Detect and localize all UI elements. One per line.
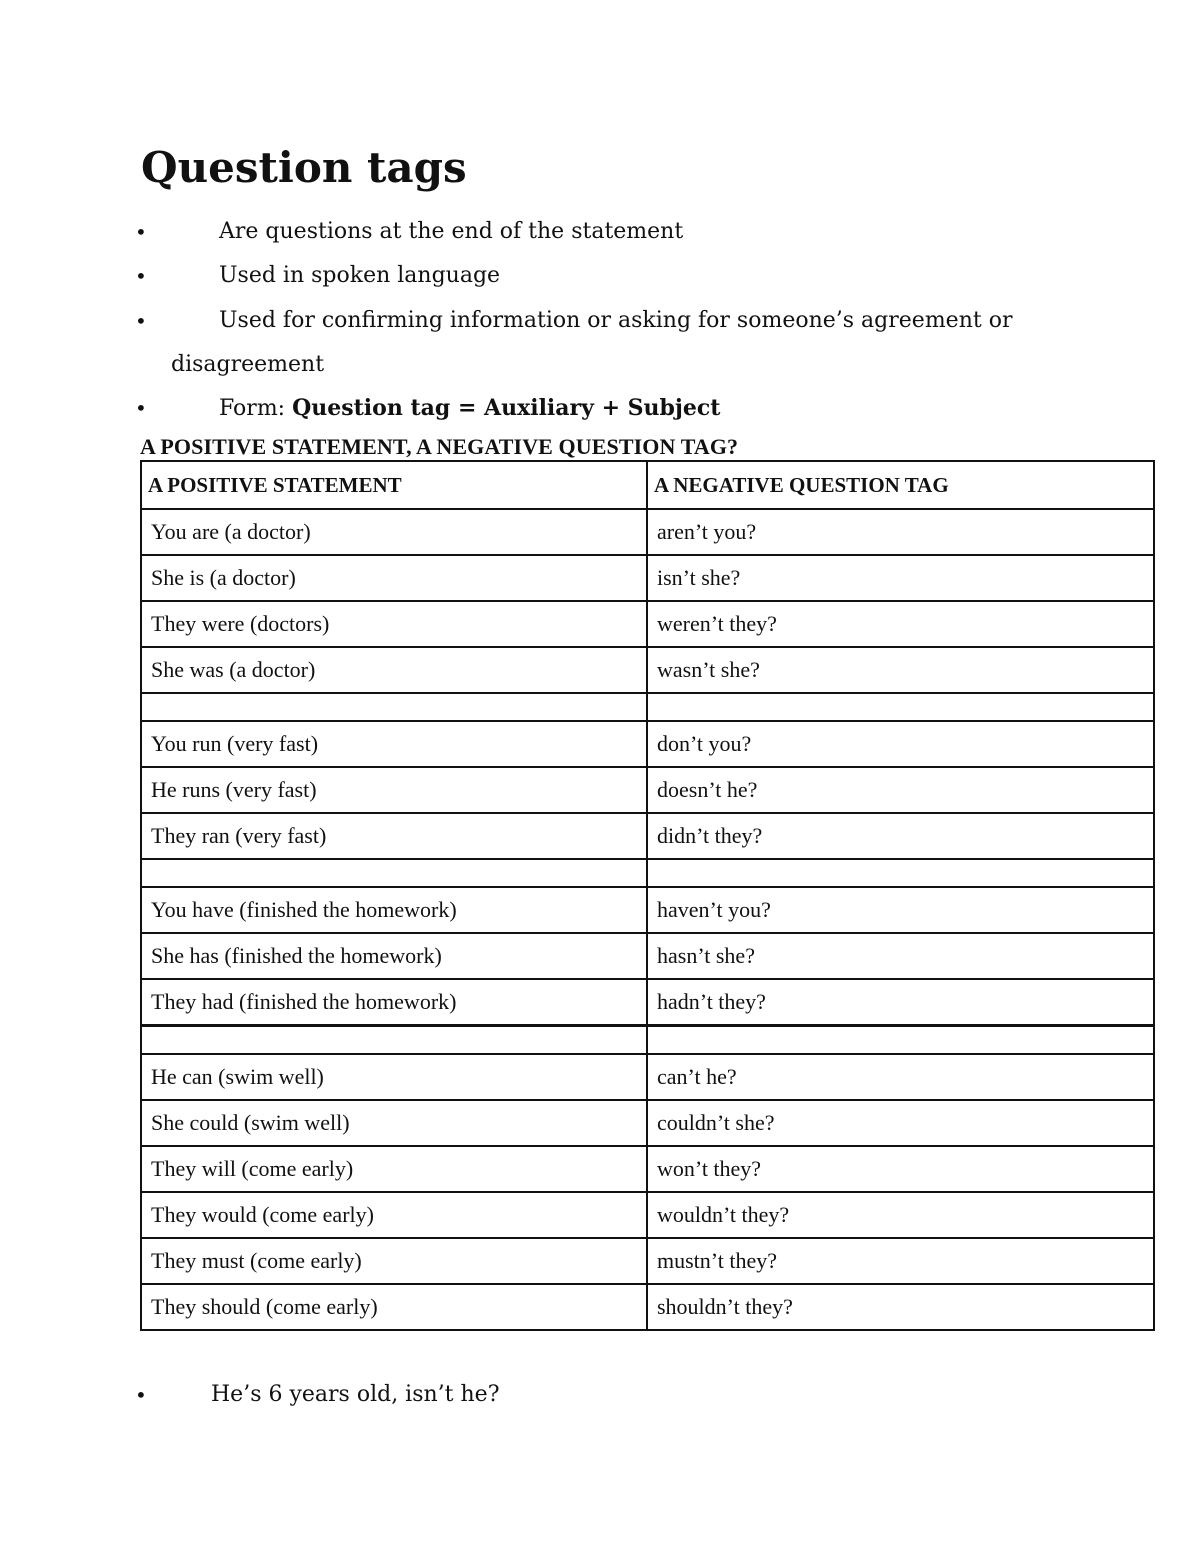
table-row [141,933,1154,979]
statement-cell: He runs (very fast) [141,767,647,813]
tag-cell [647,859,1154,887]
statement-cell: They should (come early) [141,1284,647,1330]
bullet-icon: • [135,1383,147,1407]
table-row [141,813,1154,859]
table-header-row [141,461,1154,509]
tag-cell: haven’t you? [647,887,1154,933]
statement-cell: They were (doctors) [141,601,647,647]
form-formula: Question tag = Auxiliary + Subject [292,395,721,421]
tag-cell: couldn’t she? [647,1100,1154,1146]
tag-cell: doesn’t he? [647,767,1154,813]
example-text: He’s 6 years old, isn’t he? [211,1382,500,1407]
table-row [141,1192,1154,1238]
table-spacer-row [141,1026,1154,1055]
tag-cell: isn’t she? [647,555,1154,601]
table-row [141,1238,1154,1284]
bullet-text: Are questions at the end of the statement [219,219,684,244]
statement-cell [141,693,647,721]
bullet-item [135,261,501,291]
tag-cell: can’t he? [647,1054,1154,1100]
bullet-icon: • [135,220,147,244]
statement-cell: He can (swim well) [141,1054,647,1100]
table-row [141,1100,1154,1146]
statement-cell: You have (finished the homework) [141,887,647,933]
table-row [141,721,1154,767]
tag-cell: didn’t they? [647,813,1154,859]
section-heading: A POSITIVE STATEMENT, A NEGATIVE QUESTION TAG? [140,434,739,459]
table-row [141,601,1154,647]
page-title: Question tags [141,143,467,192]
tag-cell: hasn’t she? [647,933,1154,979]
tag-cell: aren’t you? [647,509,1154,555]
table-row [141,647,1154,693]
statement-cell: She was (a doctor) [141,647,647,693]
table-row [141,979,1154,1026]
statement-cell: They had (finished the homework) [141,979,647,1026]
table-row [141,1146,1154,1192]
tag-cell: wasn’t she? [647,647,1154,693]
tag-cell: mustn’t they? [647,1238,1154,1284]
statement-cell [141,859,647,887]
tag-cell: weren’t they? [647,601,1154,647]
column-header-statement: A POSITIVE STATEMENT [141,461,647,509]
statement-cell: She has (finished the homework) [141,933,647,979]
tag-cell [647,693,1154,721]
tag-cell: shouldn’t they? [647,1284,1154,1330]
table-row [141,509,1154,555]
table-spacer-row [141,693,1154,721]
table-row [141,1284,1154,1330]
tag-cell: hadn’t they? [647,979,1154,1026]
bullet-text: Used for confirming information or asking for someone’s agreement or [219,308,1013,333]
statement-cell [141,1026,647,1055]
tag-cell [647,1026,1154,1055]
tag-cell: don’t you? [647,721,1154,767]
bullet-item [135,306,1013,336]
form-prefix: Form: [219,396,293,421]
tag-cell: won’t they? [647,1146,1154,1192]
question-tags-table [140,460,1155,1331]
statement-cell: You are (a doctor) [141,509,647,555]
table-row [141,767,1154,813]
column-header-tag: A NEGATIVE QUESTION TAG [647,461,1154,509]
bullet-text-continuation: disagreement [171,352,325,377]
bullet-icon: • [135,264,147,288]
bullet-icon: • [135,309,147,333]
statement-cell: They must (come early) [141,1238,647,1284]
tag-cell: wouldn’t they? [647,1192,1154,1238]
table-row [141,555,1154,601]
statement-cell: They will (come early) [141,1146,647,1192]
table-row [141,1054,1154,1100]
statement-cell: She is (a doctor) [141,555,647,601]
table-row [141,887,1154,933]
bullet-item [135,217,684,247]
statement-cell: You run (very fast) [141,721,647,767]
bullet-item-example [135,1380,500,1410]
statement-cell: They ran (very fast) [141,813,647,859]
statement-cell: She could (swim well) [141,1100,647,1146]
statement-cell: They would (come early) [141,1192,647,1238]
bullet-icon: • [135,396,147,420]
bullet-text: Used in spoken language [219,263,501,288]
bullet-item-form [135,393,721,424]
table-spacer-row [141,859,1154,887]
